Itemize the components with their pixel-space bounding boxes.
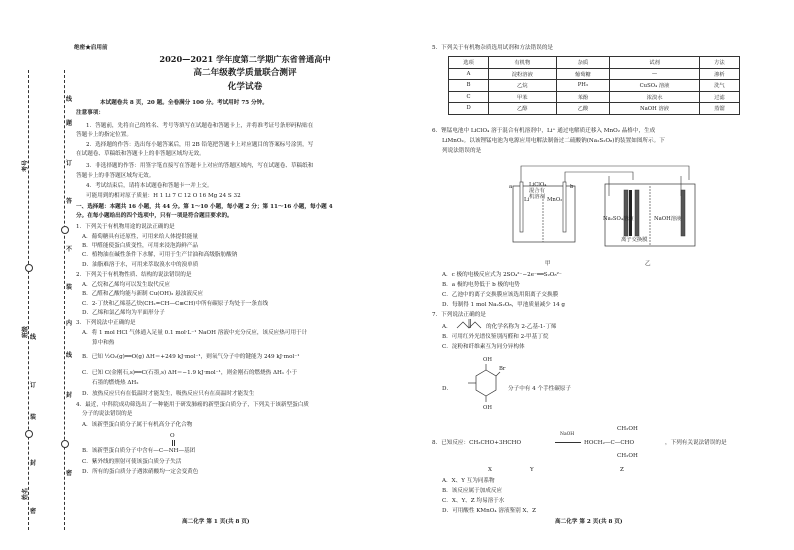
answer-option: C．乙池中的离子交换膜应该选用阳离子交换膜	[442, 292, 559, 298]
table-cell: 淀粉溶液	[489, 68, 556, 80]
answer-option: C．淀粉和纤维素互为同分异构体	[442, 344, 525, 350]
strip-char: 线	[30, 334, 37, 341]
oh-group-label: OH	[483, 357, 492, 363]
table-header: 方法	[699, 57, 739, 69]
table-header: 试剂	[610, 57, 700, 69]
strip-char: 封	[30, 460, 37, 467]
question-stem-cont: 分子的说法错误的是	[82, 411, 133, 417]
name-label: 姓名	[22, 487, 29, 500]
options-table	[448, 56, 740, 115]
compound-label: X	[488, 467, 492, 473]
answer-option: C．已知 C(金刚石,s)══C(石墨,s) ΔH＝−1.9 kJ·mol⁻¹，则金刚石的燃烧热 ΔH₁ 小于	[82, 370, 298, 376]
table-cell: 乙醇	[489, 103, 556, 115]
answer-option: D．乙烯和氯乙烯均为平面形分子	[82, 310, 165, 316]
electrolyte-label: 机溶剂	[529, 194, 545, 200]
question-stem: 6．锂锰电池中 LiClO₄ 溶于混合有机溶剂中，Li⁺ 通过电解质迁移入 MnO₂ 晶格中，生成	[432, 128, 656, 134]
double-bond-mark	[172, 440, 175, 446]
table-cell: NaOH 溶液	[610, 103, 700, 115]
class-label: 班级	[22, 325, 29, 338]
answer-option: A．c 极的电极反应式为 2SO₄²⁻−2e⁻══S₂O₈²⁻	[442, 272, 562, 278]
reaction-condition: NaOH	[560, 432, 575, 437]
table-header-row	[449, 57, 740, 69]
cell-jia-label: 甲	[545, 261, 551, 267]
apparatus-drawing	[505, 156, 705, 258]
answer-option-cont: 石墨的燃烧热 ΔH₂	[92, 380, 139, 386]
answer-option: B．a 极的电势低于 b 极的电势	[442, 282, 520, 288]
compound-label: Y	[530, 467, 534, 473]
table-cell: 渗析	[699, 68, 739, 80]
strip-char: 内	[66, 320, 73, 327]
exam-title-line2: 高二年级教学质量联合测评	[193, 68, 297, 78]
answer-option: D．油脂难溶于水，可用来萃取溴水中的溴单质	[82, 262, 199, 268]
table-row	[449, 103, 740, 115]
answer-option: A．乙烷和乙烯均可以发生取代反应	[82, 282, 170, 288]
li-electrode-label: Li	[524, 197, 530, 203]
page-footer: 高二化学 第 1 页(共 8 页)	[182, 519, 250, 525]
notice-title: 注意事项：	[76, 110, 104, 116]
atomic-mass-line: 可能用到的相对原子质量：H 1 Li 7 C 12 O 16 Mg 24 S 32	[86, 193, 241, 199]
answer-option: B．乙醛和乙酸均能与新制 Cu(OH)₂ 悬浊液反应	[82, 291, 204, 297]
electrolyte-label: LiClO₄	[529, 182, 547, 188]
option-d-letter: D．	[442, 386, 453, 392]
notice-line: 2．选择题的作答：选出每小题答案后，用 2B 铅笔把答题卡上对应题目的答案标号涂黑，写	[86, 142, 314, 148]
answer-option: D．每制得 1 mol Na₂S₂O₈，甲池质量减少 14 g	[442, 302, 566, 308]
notice-line: 在试题卷、草稿纸和答题卡上的非答题区域均无效。	[76, 151, 205, 157]
exam-id-label: 考号	[22, 159, 29, 172]
question-stem: 4．最近，中科院成功筛选出了一种能用于研发肺癌的新型蛋白质分子，下列关于该新型蛋白质	[76, 402, 309, 408]
table-cell: —	[610, 68, 700, 80]
strip-char: 订	[66, 160, 73, 167]
answer-option: A．该新型蛋白质分子属于有机高分子化合物	[82, 422, 193, 428]
table-cell: 蒸馏	[699, 103, 739, 115]
table-cell: 乙酸	[556, 103, 610, 115]
answer-option: B．该新型蛋白质分子中含有—C—NH—基团	[82, 448, 196, 454]
electrode-b-label: b	[570, 184, 574, 190]
cyclohexane-ring-drawing	[462, 362, 506, 406]
strip-char: 密	[30, 508, 37, 515]
table-row	[449, 68, 740, 80]
table-cell: D	[449, 103, 489, 115]
answer-option: 的化学名称为 2-乙基-1-丁烯	[486, 324, 557, 330]
mno2-electrode-label: MnO₂	[547, 197, 563, 203]
table-cell: 葡萄糖	[556, 68, 610, 80]
answer-option: C．X、Y、Z 均易溶于水	[442, 498, 505, 504]
answer-option: A．葡萄糖具有还原性，可用来给人体提供能量	[82, 234, 198, 240]
table-cell: 乙烷	[489, 80, 556, 92]
oh-group-label: OH	[483, 405, 492, 411]
binding-hole	[25, 264, 33, 272]
binding-hole	[61, 226, 69, 234]
carbonyl-o-label: O	[170, 433, 175, 439]
table-header: 杂质	[556, 57, 610, 69]
answer-option: A．将 1 mol HCl 气体通入足量 0.1 mol·L⁻¹ NaOH 溶液中充分反应，该反应热可用于计	[82, 330, 308, 336]
table-row	[449, 80, 740, 92]
membrane-label: 离子交换膜	[621, 237, 648, 243]
page-footer: 高二化学 第 2 页(共 8 页)	[555, 519, 623, 525]
question-stem: 1．下列关于有机物用途的说法正确的是	[76, 224, 175, 230]
answer-option: D．可用酸性 KMnO₄ 溶液鉴别 X、Z	[442, 508, 536, 514]
question-stem: 8．已知反应：CH₃CHO+3HCHO	[432, 440, 522, 446]
table-cell: 苯酚	[556, 91, 610, 103]
table-cell: 过滤	[699, 91, 739, 103]
table-cell: A	[449, 68, 489, 80]
table-cell: CuSO₄ 溶液	[610, 80, 700, 92]
secret-mark: 绝密★启用前	[74, 45, 108, 51]
table-cell: 甲苯	[489, 91, 556, 103]
section-heading: 分。在每小题给出的四个选项中，只有一项是符合题目要求的。	[76, 213, 233, 219]
answer-option: B．已知 ½O₂(g)══O(g) ΔH＝+249 kJ·mol⁻¹，则氧气分子中的键能为 249 kJ·mol⁻¹	[82, 354, 300, 360]
binding-hole	[25, 430, 33, 438]
product-top-group: CH₂OH	[617, 426, 638, 432]
question-stem: 5．下列关于有机物杂质选用试剂和方法错误的是	[432, 45, 554, 51]
answer-option: 分子中有 4 个手性碳原子	[508, 386, 572, 392]
answer-option: C．2-丁炔和乙烯基乙炔(CH₂=CH—C≡CH)中所有碳原子均处于一条直线	[82, 301, 269, 307]
question-stem-cont: LiMnO₂。以该锂锰电池为电源应用电解法制备过二硫酸钠(Na₂S₂O₈)的装置如图所示。下	[442, 138, 665, 144]
product-bottom-group: CH₂OH	[617, 453, 638, 459]
naoh-solution-label: NaOH溶液	[654, 216, 682, 222]
product-formula: HOCH₂—C—CHO	[584, 440, 635, 446]
question-stem-cont: 列说法错误的是	[442, 148, 482, 154]
table-cell: B	[449, 80, 489, 92]
table-row	[449, 91, 740, 103]
notice-line: 1．答题前，先将自己的姓名、考号等填写在试题卷和答题卡上，并将准考证号条形码粘贴在	[86, 123, 314, 129]
strip-char: 答	[66, 198, 73, 205]
notice-line: 4．考试结束后，请将本试题卷和答题卡一并上交。	[86, 183, 213, 189]
question-stem: 3．下列说法中正确的是	[76, 320, 136, 326]
table-cell: PH₃	[556, 80, 610, 92]
table-cell: 浓溴水	[610, 91, 700, 103]
cell-yi-label: 乙	[645, 261, 651, 267]
question-stem-cont: ，下列有关说法错误的是	[665, 440, 727, 446]
answer-option: B．可用红外光谱仪鉴别丙醛和 2-甲基丁烷	[442, 334, 549, 340]
notice-line: 答题卡上的非答题区域均无效。	[76, 173, 155, 179]
binding-hole	[61, 440, 69, 448]
reaction-arrow	[555, 442, 581, 443]
answer-option: B．该反应属于加成反应	[442, 488, 503, 494]
strip-char: 密	[66, 470, 73, 477]
na2so4-solution-label: Na₂SO₄溶液	[603, 216, 634, 222]
answer-option: C．植物油在碱性条件下水解，可用于生产甘油和高级脂肪酸钠	[82, 252, 238, 258]
answer-option: D．放热反应只有在低温时才能发生，吸热反应只有在高温时才能发生	[82, 391, 255, 397]
notice-line: 答题卡上的指定位置。	[76, 132, 132, 138]
table-header: 选项	[449, 57, 489, 69]
answer-option: C．紫外线的照射可使该蛋白质分子失活	[82, 459, 182, 465]
option-a-letter: A．	[442, 324, 452, 330]
exam-intro: 本试题卷共 8 页，20 题。全卷满分 100 分。考试用时 75 分钟。	[100, 100, 268, 106]
electrode-a-label: a	[509, 184, 513, 190]
cut-line-inner	[64, 70, 65, 530]
answer-option: A．X、Y 互为同系物	[442, 478, 495, 484]
strip-char: 装	[30, 414, 37, 421]
table-cell: C	[449, 91, 489, 103]
answer-option: B．甲醛能使蛋白质变性，可用来浸泡海鲜产品	[82, 243, 198, 249]
exam-title-line3: 化学试卷	[227, 82, 263, 92]
strip-char: 线	[66, 352, 73, 359]
question-stem: 7．下列说法正确的是	[432, 312, 486, 318]
answer-option: D．所有的蛋白质分子遇浓硝酸均一定会变黄色	[82, 469, 199, 475]
compound-label: Z	[620, 467, 624, 473]
strip-char: 封	[66, 392, 73, 399]
table-header: 有机物	[489, 57, 556, 69]
exam-title-line1: 2020—2021 学年度第二学期广东省普通高中	[159, 54, 331, 64]
notice-line: 3．非选择题的作答：用签字笔直接写在答题卡上对应的答题区域内，写在试题卷、草稿纸和	[86, 163, 314, 169]
cut-line-outer	[28, 70, 29, 530]
strip-char: 不	[66, 246, 73, 253]
section-heading: 一、选择题：本题共 16 小题，共 44 分。第 1～10 小题，每小题 2 分；第 11～16 小题，每小题 4	[76, 204, 333, 210]
answer-option-cont: 算中和热	[92, 340, 115, 346]
br-label: Br	[499, 366, 506, 372]
strip-char: 订	[30, 382, 37, 389]
strip-char: 线	[66, 96, 73, 103]
skeletal-formula-drawing	[455, 316, 483, 334]
electrolyte-label: 混合有	[529, 188, 545, 194]
strip-char: 题	[66, 120, 73, 127]
question-stem: 2．下列关于有机物性质、结构的说法错误的是	[76, 272, 192, 278]
table-cell: 洗气	[699, 80, 739, 92]
strip-char: 装	[66, 284, 73, 291]
